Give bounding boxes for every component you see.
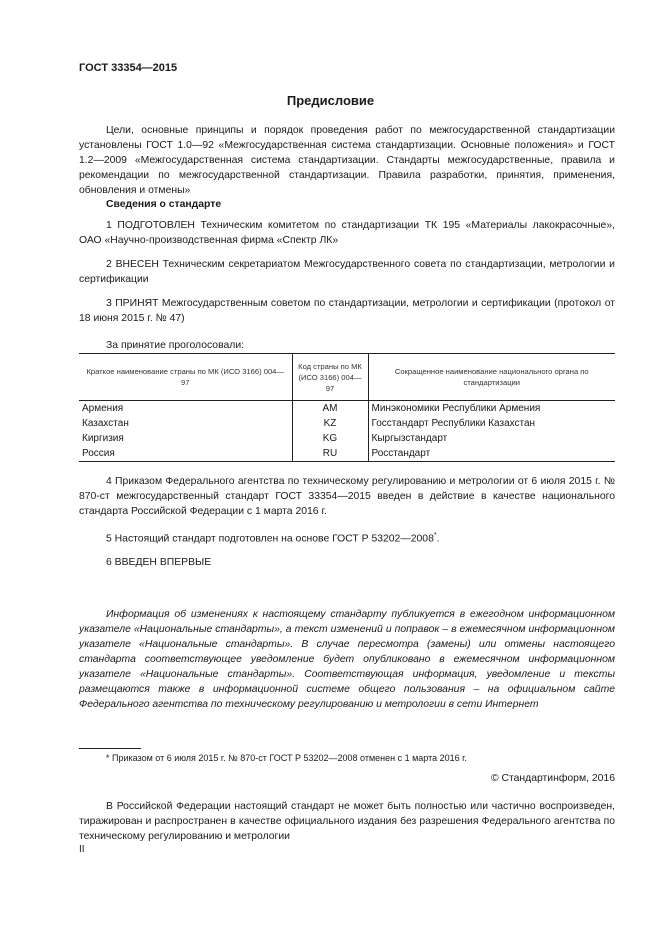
page-number: II [79, 844, 85, 855]
code-cell: RU [292, 446, 368, 462]
page-title: Предисловие [286, 93, 375, 108]
item-3: 3 ПРИНЯТ Межгосударственным советом по стандартизации, метрологии и сертификации (протокол от 18 июня 2015 г. № 47) [79, 298, 615, 324]
rights-notice: В Российской Федерации настоящий стандарт не может быть полностью или частично воспроизведен, тиражирован и распространен в качестве официального издания без разрешения Федерального агентства по техническому регулированию и метрологии [79, 801, 615, 842]
table-header-row [79, 354, 615, 401]
intro-paragraph: Цели, основные принципы и порядок проведения работ по межгосударственной стандартизации установлены ГОСТ 1.0—92 «Межгосударственная система стандартизации. Основные положения» и ГОСТ 1.2—2009 «Межгосударственная система стандартизации. Стандарты межгосударственные, правила и рекомендации по межгосударственной стандартизации. Правила разработки, принятия, применения, обновления и отмены» [79, 125, 615, 196]
table-row [79, 446, 615, 462]
copyright: © Стандартинформ, 2016 [490, 773, 615, 784]
item-5 [79, 528, 615, 546]
info-note: Информация об изменениях к настоящему стандарту публикуется в ежегодном информационном указателе «Национальные стандарты», а текст изменений и поправок – в ежемесячном информационном указателе «Национальные стандарты». В случае пересмотра (замены) или отмены настоящего стандарта соответствующее уведомление будет опубликовано в ежемесячном информационном указателе «Национальные стандарты». Соответствующая информация, уведомление и тексты размещаются также в информационной системе общего пользования – на официальном сайте Федерального агентства по техническому регулированию и метрологии в сети Интернет [79, 609, 615, 710]
standard-number: ГОСТ 33354—2015 [79, 62, 178, 74]
country-cell: Казахстан [82, 418, 129, 429]
footnote-marker: * [433, 532, 437, 539]
voting-table [79, 353, 615, 462]
country-cell: Армения [82, 403, 124, 414]
country-cell: Россия [79, 446, 292, 462]
header-national-body: Сокращенное наименование национального органа по стандартизации [368, 354, 615, 401]
table-row [79, 401, 615, 417]
body-cell: Минэкономики Республики Армения [368, 401, 615, 417]
item-4: 4 Приказом Федерального агентства по техническому регулированию и метрологии от 6 июля 2015 г. № 870-ст межгосударственный стандарт ГОСТ 33354—2015 введен в действие в качестве национального стандарта Российской Федерации с 1 марта 2016 г. [79, 476, 615, 517]
footnote-divider [79, 748, 141, 749]
vote-caption: За принятие проголосовали: [106, 340, 245, 351]
country-cell: Киргизия [82, 433, 124, 444]
footnote: * Приказом от 6 июля 2015 г. № 870-ст ГОСТ Р 53202—2008 отменен с 1 марта 2016 г. [106, 753, 467, 763]
code-cell: KG [292, 431, 368, 446]
header-country-name: Краткое наименование страны по МК (ИСО 3166) 004—97 [79, 354, 292, 401]
item-6: 6 ВВЕДЕН ВПЕРВЫЕ [106, 557, 212, 568]
body-cell: Росстандарт [368, 446, 615, 462]
body-cell: Кыргызстандарт [368, 431, 615, 446]
item-2: 2 ВНЕСЕН Техническим секретариатом Межгосударственного совета по стандартизации, метрологии и сертификации [79, 259, 615, 285]
table-row [79, 416, 615, 431]
item-5-end: . [436, 533, 440, 545]
header-country-code: Код страны по МК (ИСО 3166) 004—97 [292, 354, 368, 401]
section-heading: Сведения о стандарте [106, 199, 222, 210]
body-cell: Госстандарт Республики Казахстан [368, 416, 615, 431]
table-row [79, 431, 615, 446]
item-5-text: 5 Настоящий стандарт подготовлен на основе ГОСТ Р 53202—2008 [106, 533, 434, 545]
item-1: 1 ПОДГОТОВЛЕН Техническим комитетом по стандартизации ТК 195 «Материалы лакокрасочные», ОАО «Научно-производственная фирма «Спектр ЛК» [79, 220, 615, 246]
code-cell: AM [292, 401, 368, 417]
code-cell: KZ [292, 416, 368, 431]
